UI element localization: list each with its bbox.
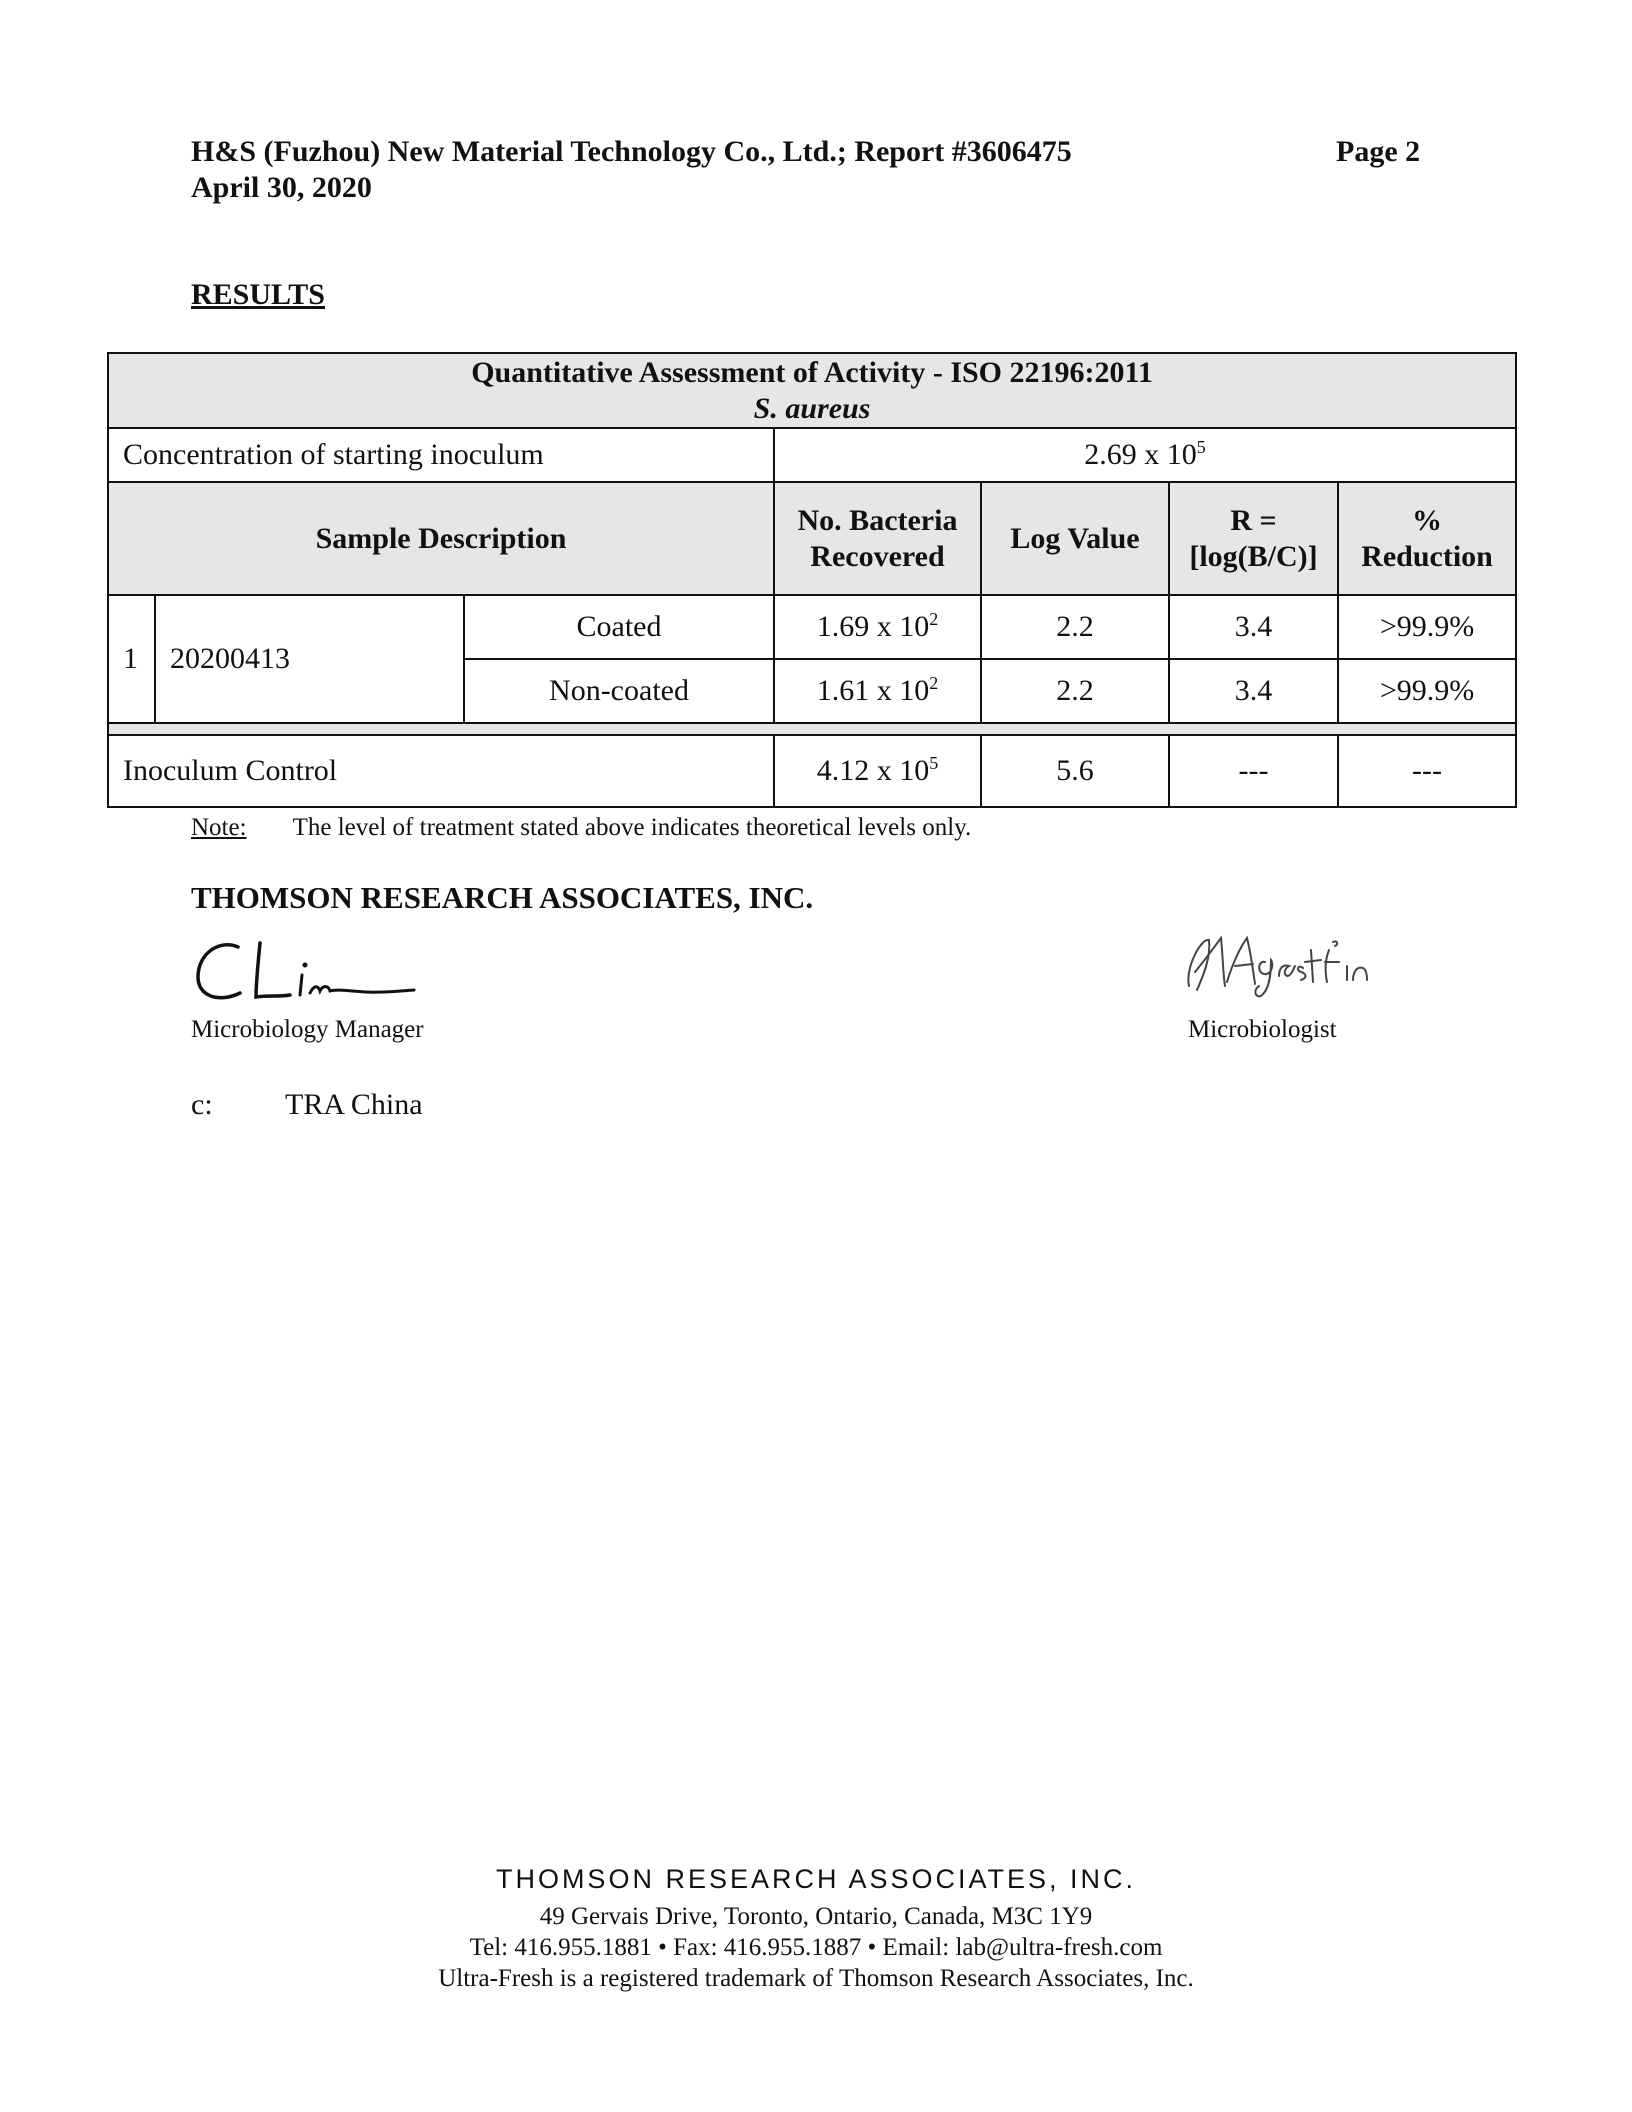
manager-role: Microbiology Manager xyxy=(191,1016,424,1043)
bacteria-recovered: 4.12 x $10^5$ xyxy=(774,735,981,807)
percent-reduction: --- xyxy=(1338,735,1516,807)
col-sample-description: Sample Description xyxy=(108,482,774,595)
cc-label: c: xyxy=(191,1088,213,1121)
col-log-value: Log Value xyxy=(981,482,1169,595)
table-row xyxy=(108,595,1516,659)
r-value: --- xyxy=(1169,735,1338,807)
table-title-row xyxy=(108,353,1516,428)
log-value: 2.2 xyxy=(981,659,1169,723)
microbiologist-role: Microbiologist xyxy=(1188,1016,1337,1043)
report-date: April 30, 2020 xyxy=(191,171,372,204)
r-value: 3.4 xyxy=(1169,595,1338,659)
footer-trademark: Ultra-Fresh is a registered trademark of Thomson Research Associates, Inc. xyxy=(438,1965,1194,1992)
company-name: THOMSON RESEARCH ASSOCIATES, INC. xyxy=(191,880,814,915)
table-note xyxy=(191,814,971,842)
footer-contact: Tel: 416.955.1881 • Fax: 416.955.1887 • Email: lab@ultra-fresh.com xyxy=(469,1934,1163,1961)
manager-signature xyxy=(190,935,430,1015)
cc-line xyxy=(191,1088,423,1122)
percent-reduction: >99.9% xyxy=(1338,659,1516,723)
note-text: The level of treatment stated above indicates theoretical levels only. xyxy=(292,814,972,841)
concentration-value: 2.69 x $10^5$ xyxy=(774,428,1516,482)
bacteria-recovered: 1.61 x $10^2$ xyxy=(774,659,981,723)
footer-company: THOMSON RESEARCH ASSOCIATES, INC. xyxy=(495,1864,1137,1894)
cc-value: TRA China xyxy=(285,1088,423,1121)
percent-reduction: >99.9% xyxy=(1338,595,1516,659)
control-label: Inoculum Control xyxy=(108,735,774,807)
log-value: 2.2 xyxy=(981,595,1169,659)
sample-type: Coated xyxy=(464,595,774,659)
table-title: Quantitative Assessment of Activity - ISO 22196:2011 xyxy=(471,355,1153,389)
section-title: RESULTS xyxy=(191,278,325,311)
table-divider xyxy=(108,723,1516,735)
page-number: Page 2 xyxy=(1336,135,1421,168)
control-row xyxy=(108,735,1516,807)
microbiologist-signature xyxy=(1175,920,1415,1006)
results-table xyxy=(107,352,1517,808)
r-value: 3.4 xyxy=(1169,659,1338,723)
concentration-label: Concentration of starting inoculum xyxy=(108,428,774,482)
footer-address: 49 Gervais Drive, Toronto, Ontario, Canada, M3C 1Y9 xyxy=(539,1903,1093,1930)
concentration-row xyxy=(108,428,1516,482)
col-r-value: R = [log(B/C)] xyxy=(1169,482,1338,595)
col-bacteria-recovered: No. Bacteria Recovered xyxy=(774,482,981,595)
sample-id: 20200413 xyxy=(155,595,464,723)
note-label: Note: xyxy=(191,814,247,841)
report-title: H&S (Fuzhou) New Material Technology Co., Ltd.; Report #3606475 xyxy=(191,135,1072,168)
col-percent-reduction: % Reduction xyxy=(1338,482,1516,595)
sample-index: 1 xyxy=(108,595,155,723)
column-header-row xyxy=(108,482,1516,595)
sample-type: Non-coated xyxy=(464,659,774,723)
log-value: 5.6 xyxy=(981,735,1169,807)
bacteria-recovered: 1.69 x $10^2$ xyxy=(774,595,981,659)
organism-name: S. aureus xyxy=(753,391,871,425)
